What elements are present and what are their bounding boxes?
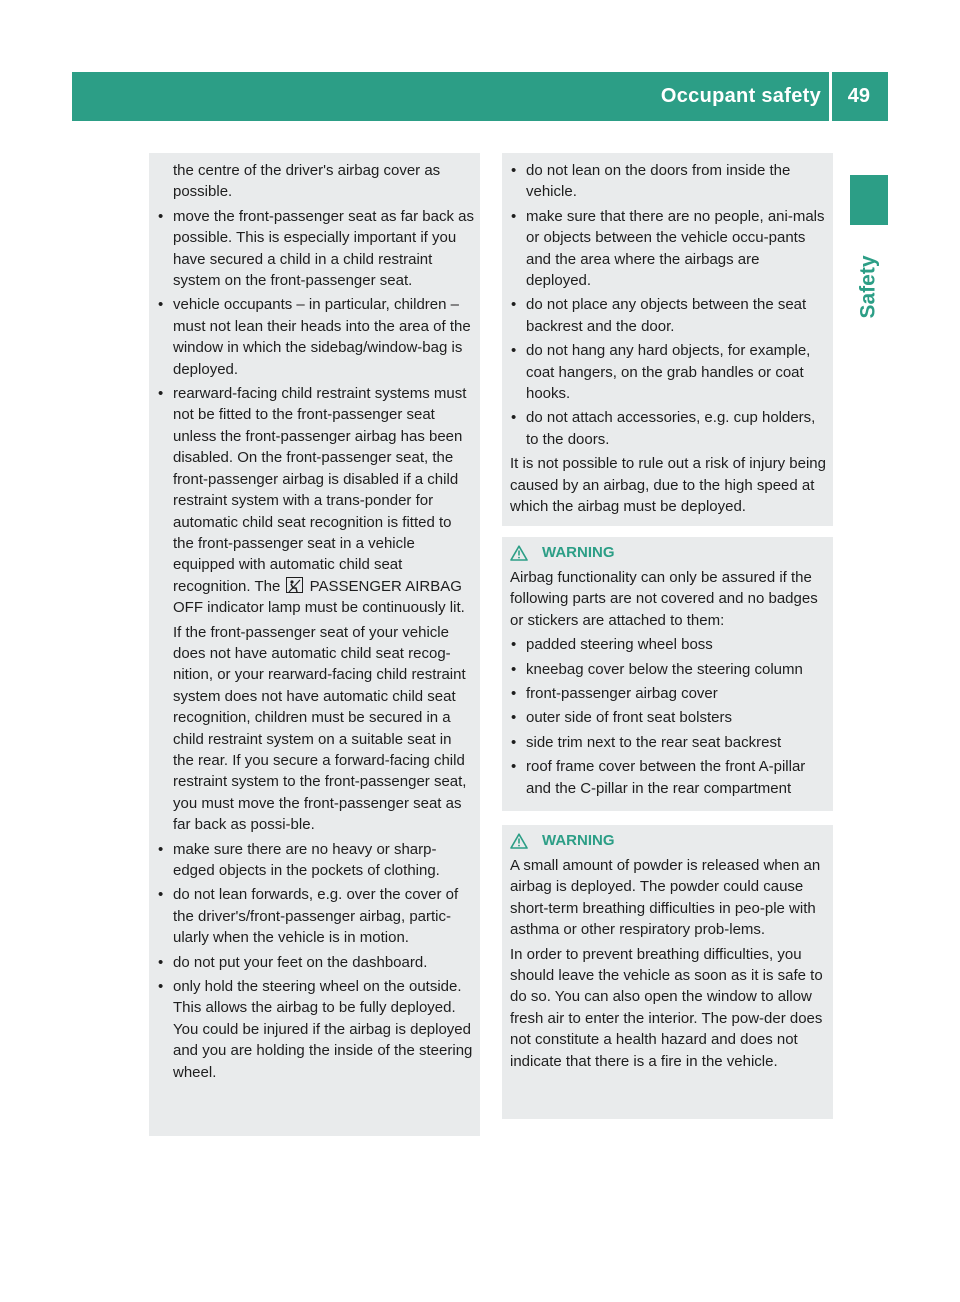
intro-text: the centre of the driver's airbag cover as possible. bbox=[173, 162, 441, 201]
list-item: • do not lean on the doors from inside the vehicle. bbox=[510, 160, 827, 203]
list-item: • do not lean forwards, e.g. over the cover of the driver's/front-passenger airbag, partic-ularly when the vehicle is in motion. bbox=[157, 884, 474, 948]
list-item: • front-passenger airbag cover bbox=[510, 683, 827, 704]
list-item: • padded steering wheel boss bbox=[510, 634, 827, 655]
list-item: • outer side of front seat bolsters bbox=[510, 707, 827, 728]
section-title: Occupant safety bbox=[660, 85, 821, 107]
list-item: • do not hang any hard objects, for example, coat hangers, on the grab handles or coat hooks. bbox=[510, 340, 827, 404]
list-item: • kneebag cover below the steering column bbox=[510, 659, 827, 680]
warning-box bbox=[502, 537, 833, 811]
rearward-text-start: rearward-facing child restraint systems must not be fitted to the front-passenger seat unless the front-passenger airbag has been disabled. On the front-passenger seat, the front-passenger airbag is disabled if a child restraint system with a trans-ponder for automatic child seat recognition is fitted to the front-passenger seat in a vehicle equipped with automatic child seat recognition. The bbox=[173, 385, 467, 595]
warning-paragraph: In order to prevent breathing difficulties, you should leave the vehicle as soon as it is safe to do so. You can also open the window to allow fresh air to enter the interior. The pow-der does not constitute a health hazard and does not indicate that there is a fire in the vehicle. bbox=[510, 945, 823, 1070]
right-column-box bbox=[502, 153, 833, 526]
list-item: • do not attach accessories, e.g. cup holders, to the doors. bbox=[510, 407, 827, 450]
page-number: 49 bbox=[847, 85, 870, 107]
warning-triangle-icon bbox=[510, 833, 528, 849]
warning-heading bbox=[510, 829, 827, 853]
left-column-box bbox=[149, 153, 480, 1136]
list-item: • side trim next to the rear seat backrest bbox=[510, 732, 827, 753]
airbag-off-icon bbox=[286, 577, 303, 593]
list-item: • make sure there are no heavy or sharp-edged objects in the pockets of clothing. bbox=[157, 839, 474, 882]
warning-intro: Airbag functionality can only be assured if the following parts are not covered and no badges or stickers are attached to them: bbox=[510, 569, 818, 629]
list-item: • only hold the steering wheel on the outside. This allows the airbag to be fully deployed. You could be injured if the airbag is deployed and you are holding the inside of the steering wheel. bbox=[157, 976, 474, 1083]
list-item-rearward bbox=[157, 383, 474, 618]
warning-title: WARNING bbox=[542, 832, 615, 850]
list-item: • do not put your feet on the dashboard. bbox=[157, 952, 474, 973]
list-item: • do not place any objects between the seat backrest and the door. bbox=[510, 294, 827, 337]
chapter-label: Safety bbox=[857, 255, 880, 319]
list-item: • move the front-passenger seat as far back as possible. This is especially important if you have secured a child in a child restraint system on the front-passenger seat. bbox=[157, 206, 474, 292]
page-header bbox=[72, 72, 888, 121]
list-item: • roof frame cover between the front A-pillar and the C-pillar in the rear compartment bbox=[510, 756, 827, 799]
rearward-followup: If the front-passenger seat of your vehicle does not have automatic child seat recog-nition, or your rearward-facing child restraint system does not have automatic child seat recognition, children must be secured in a child restraint system on a suitable seat in the rear. If you secure a forward-facing child restraint system to the front-passenger seat, you must move the front-passenger seat as far back as possi-ble. bbox=[173, 623, 467, 834]
chapter-tab bbox=[850, 175, 888, 225]
rearward-text-end: PASSENGER AIRBAG OFF indicator lamp must be continuously lit. bbox=[173, 577, 465, 617]
warning-box bbox=[502, 825, 833, 1119]
warning-paragraph: A small amount of powder is released when an airbag is deployed. The powder could cause short-term breathing difficulties in peo-ple with asthma or other respiratory prob-lems. bbox=[510, 857, 821, 939]
list-item: • vehicle occupants – in particular, children – must not lean their heads into the area of the window in which the sidebag/window-bag is deployed. bbox=[157, 294, 474, 380]
header-divider bbox=[829, 72, 832, 121]
warning-triangle-icon bbox=[510, 545, 528, 561]
warning-heading bbox=[510, 541, 827, 565]
list-item: • make sure that there are no people, ani-mals or objects between the vehicle occu-pants and the area where the airbags are deployed. bbox=[510, 206, 827, 292]
warning-title: WARNING bbox=[542, 544, 615, 562]
closing-text: It is not possible to rule out a risk of injury being caused by an airbag, due to the high speed at which the airbag must be deployed. bbox=[510, 455, 826, 516]
